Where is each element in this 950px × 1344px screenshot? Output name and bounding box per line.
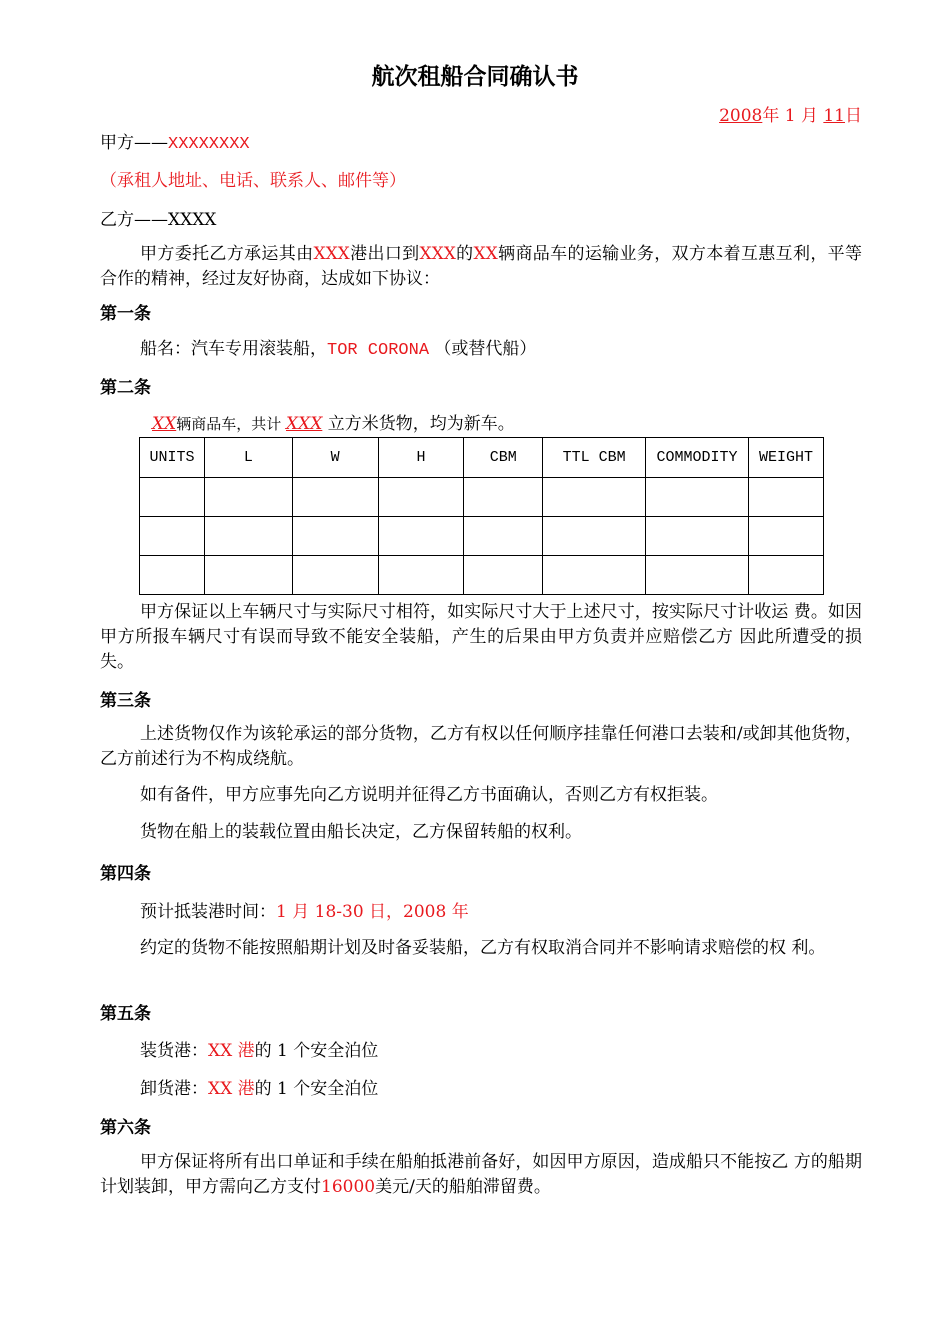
header-cell: H [378,438,464,478]
table-row [140,517,824,556]
header-cell: WEIGHT [749,438,824,478]
loading-port: XX 港 [208,1041,255,1061]
intro-text-3: 的 [455,244,474,264]
party-a-value: XXXXXXXX [168,135,250,154]
units-text: 辆商品车，共计 [176,415,286,433]
table-row [140,478,824,517]
discharge-port: XX 港 [208,1079,255,1099]
intro-paragraph [100,242,862,292]
eta-value: 1 月 18-30 日，2008 年 [276,902,469,922]
cbm-total: XXX [286,414,323,434]
table-cell [543,517,646,556]
table-cell [543,556,646,595]
header-cell: UNITS [140,438,205,478]
article-3-para-2: 如有备件，甲方应事先向乙方说明并征得乙方书面确认，否则乙方有权拒装。 [140,785,718,805]
party-b: 乙方——XXXX [100,210,217,230]
table-cell [292,556,378,595]
table-cell [646,556,749,595]
table-cell [140,556,205,595]
article-1-ship [140,334,536,360]
article-3-para-3: 货物在船上的装载位置由船长决定，乙方保留转船的权利。 [140,822,582,842]
article-2-guarantee: 甲方保证以上车辆尺寸与实际尺寸相符，如实际尺寸大于上述尺寸，按实际尺寸计收运 费。如因甲方所报车辆尺寸有误而导致不能安全装船，产生的后果由甲方负责并应赔偿乙方 因此所遭受的损失。 [100,602,862,672]
date-month: 年 1 月 [762,106,824,126]
document-title: 航次租船合同确认书 [371,63,579,90]
header-cell: TTL CBM [543,438,646,478]
ship-name: TOR CORONA [327,341,430,360]
table-header-row [140,438,824,478]
header-cell: L [204,438,292,478]
table-cell [543,478,646,517]
table-cell [378,478,464,517]
article-4-para-2: 约定的货物不能按照船期计划及时备妥装船，乙方有权取消合同并不影响请求赔偿的权 利。 [140,938,826,958]
document-date [719,101,862,126]
table-cell [749,478,824,517]
ship-note: （或替代船） [429,339,537,359]
header-cell: W [292,438,378,478]
table-row [140,556,824,595]
header-cell: CBM [464,438,543,478]
intro-port-to: XXX [419,244,456,264]
table-cell [292,517,378,556]
table-cell [378,517,464,556]
cbm-text: 立方米货物，均为新车。 [322,414,515,434]
article-2-summary [152,409,515,434]
article-3-heading: 第三条 [100,691,151,711]
article-4-heading: 第四条 [100,864,151,884]
discharge-berth: 的 1 个安全泊位 [254,1079,379,1099]
table-cell [464,517,543,556]
table-cell [646,517,749,556]
date-day-suffix: 日 [845,106,862,126]
intro-units: XX [473,244,498,264]
table-cell [378,556,464,595]
table-cell [204,478,292,517]
demurrage-amount: 16000 [321,1177,376,1197]
intro-text-1: 甲方委托乙方承运其由 [140,244,314,264]
vehicle-spec-table [139,437,824,595]
article-6-para [100,1150,862,1200]
article-6-heading: 第六条 [100,1118,151,1138]
article-3-para-1: 上述货物仅作为该轮承运的部分货物，乙方有权以任何顺序挂靠任何港口去装和/或卸其他货物，乙方前述行为不构成绕航。 [100,724,862,769]
party-a-label: 甲方—— [100,133,168,153]
party-a [100,128,250,154]
table-cell [646,478,749,517]
article-2-heading: 第二条 [100,378,151,398]
table-cell [204,517,292,556]
article-4-eta [140,897,469,922]
demurrage-text-2: 美元/天的船舶滞留费。 [375,1177,551,1197]
intro-text-4: 辆商品车的运输业务，双方本着互惠互利，平等合作的精神，经过友好协商，达成如下协议： [100,244,863,289]
eta-label: 预计抵装港时间： [140,902,276,922]
demurrage-text-1: 甲方保证将所有出口单证和手续在船舶抵港前备好，如因甲方原因，造成船只不能按乙 方的船期计划装卸，甲方需向乙方支付 [100,1152,862,1197]
intro-port-from: XXX [313,244,350,264]
article-5-heading: 第五条 [100,1004,151,1024]
header-cell: COMMODITY [646,438,749,478]
table-cell [140,478,205,517]
loading-port-line [140,1036,378,1061]
loading-port-label: 装货港： [140,1041,208,1061]
ship-label: 船名：汽车专用滚装船， [140,339,327,359]
date-year: 2008 [719,106,763,126]
units-count: XX [152,414,177,434]
table-cell [749,517,824,556]
table-cell [464,556,543,595]
article-1-heading: 第一条 [100,304,151,324]
intro-text-2: 港出口到 [349,244,420,264]
discharge-port-label: 卸货港： [140,1079,208,1099]
table-cell [464,478,543,517]
table-cell [204,556,292,595]
party-a-note: （承租人地址、电话、联系人、邮件等） [100,171,406,191]
table-cell [749,556,824,595]
loading-berth: 的 1 个安全泊位 [254,1041,379,1061]
table-cell [140,517,205,556]
date-day: 11 [823,106,845,126]
table-cell [292,478,378,517]
discharge-port-line [140,1074,378,1099]
